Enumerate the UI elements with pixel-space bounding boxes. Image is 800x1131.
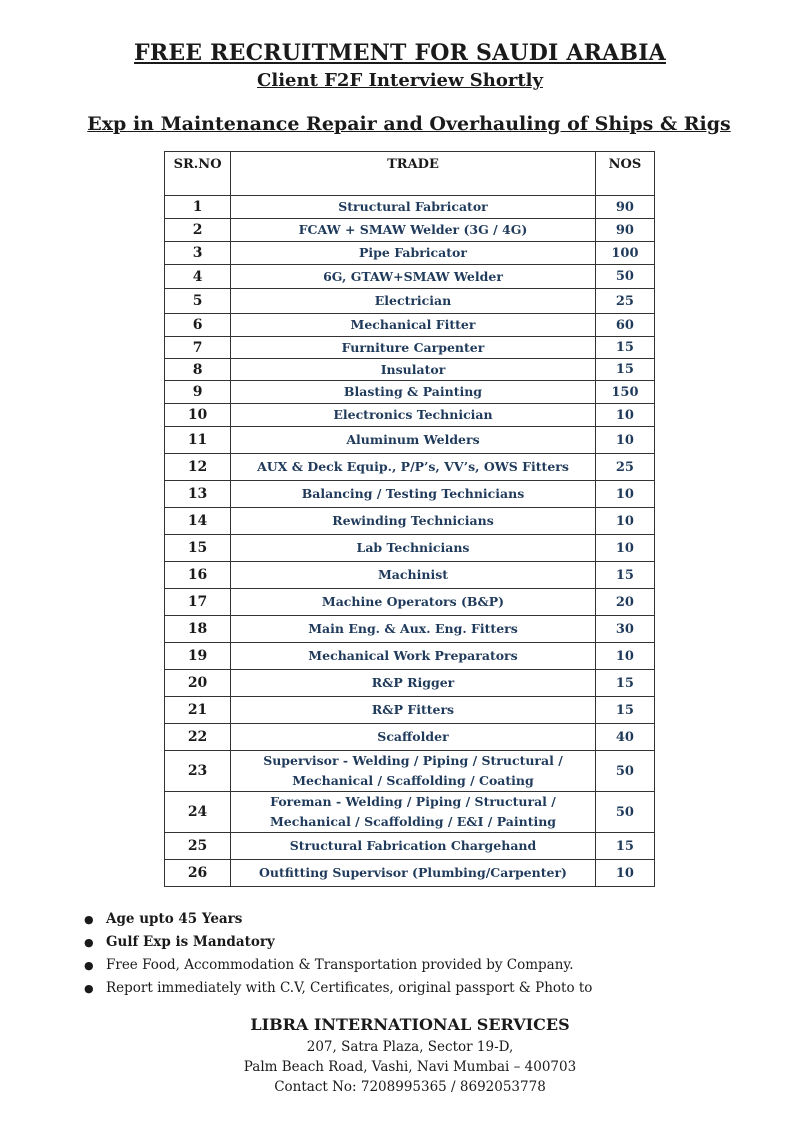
nos-cell: 15 [595,337,654,359]
sr-no-cell: 22 [165,724,231,751]
nos-cell: 10 [595,404,654,427]
table-row [165,643,655,670]
trade-cell: Aluminum Welders [231,427,596,454]
address-line: 207, Satra Plaza, Sector 19-D, [306,1039,514,1055]
nos-cell: 10 [595,427,654,454]
nos-cell: 150 [595,381,654,404]
nos-cell: 10 [595,481,654,508]
sr-no-cell: 25 [165,833,231,860]
trade-line: Mechanical / Scaffolding / E&I / Painting [269,814,557,829]
contact-numbers: Contact No: 7208995365 / 8692053778 [274,1079,546,1095]
nos-cell: 15 [595,562,654,589]
sr-no-cell: 13 [165,481,231,508]
requirements-list [84,908,592,1000]
table-row [165,481,655,508]
trade-cell: R&P Rigger [231,670,596,697]
trade-cell: Electronics Technician [231,404,596,427]
table-row [165,265,655,289]
bullet-icon: ● [84,959,94,972]
sr-no-cell: 9 [165,381,231,404]
trade-cell: R&P Fitters [231,697,596,724]
nos-cell: 10 [595,643,654,670]
sr-no-cell: 21 [165,697,231,724]
sr-no-cell: 20 [165,670,231,697]
nos-cell: 60 [595,314,654,337]
trade-cell: Lab Technicians [231,535,596,562]
nos-cell: 40 [595,724,654,751]
table-row [165,751,655,792]
sr-no-cell: 15 [165,535,231,562]
nos-cell: 15 [595,697,654,724]
header-sr-no: SR.NO [165,152,231,196]
trade-cell [231,751,596,792]
table-row [165,562,655,589]
nos-cell: 20 [595,589,654,616]
sr-no-cell: 17 [165,589,231,616]
page-title: FREE RECRUITMENT FOR SAUDI ARABIA [134,40,666,66]
nos-cell: 15 [595,833,654,860]
list-item [84,977,592,1000]
sr-no-cell: 19 [165,643,231,670]
table-row [165,616,655,643]
table-header-row [165,152,655,196]
bullet-icon: ● [84,913,94,926]
trade-cell: Structural Fabrication Chargehand [231,833,596,860]
header-nos: NOS [595,152,654,196]
trade-cell: 6G, GTAW+SMAW Welder [231,265,596,289]
company-block [0,1015,800,1097]
trade-line: Supervisor - Welding / Piping / Structural / [263,753,563,768]
sr-no-cell: 18 [165,616,231,643]
bullet-icon: ● [84,982,94,995]
table-row [165,337,655,359]
trade-cell: Outfitting Supervisor (Plumbing/Carpenter) [231,860,596,887]
table-row [165,724,655,751]
sr-no-cell: 6 [165,314,231,337]
sr-no-cell: 1 [165,196,231,219]
trade-cell: Structural Fabricator [231,196,596,219]
trade-cell: Balancing / Testing Technicians [231,481,596,508]
trade-cell: FCAW + SMAW Welder (3G / 4G) [231,219,596,242]
nos-cell: 15 [595,670,654,697]
nos-cell: 50 [595,792,654,833]
table-row [165,833,655,860]
trade-cell: Scaffolder [231,724,596,751]
trade-cell: Mechanical Work Preparators [231,643,596,670]
table-row [165,242,655,265]
sr-no-cell: 7 [165,337,231,359]
table-row [165,535,655,562]
trade-cell: Mechanical Fitter [231,314,596,337]
table-row [165,454,655,481]
table-row [165,359,655,381]
sr-no-cell: 4 [165,265,231,289]
trade-cell: Rewinding Technicians [231,508,596,535]
address-line: Palm Beach Road, Vashi, Navi Mumbai – 400703 [243,1059,577,1075]
nos-cell: 25 [595,454,654,481]
note-text: Free Food, Accommodation & Transportation provided by Company. [106,957,574,973]
trade-cell: Machine Operators (B&P) [231,589,596,616]
table-row [165,196,655,219]
trades-table [164,151,655,887]
note-text: Age upto 45 Years [106,911,243,927]
sr-no-cell: 3 [165,242,231,265]
trade-cell: Furniture Carpenter [231,337,596,359]
trade-cell: Machinist [231,562,596,589]
trade-cell [231,792,596,833]
page-subtitle: Client F2F Interview Shortly [257,70,543,91]
list-item [84,954,592,977]
sr-no-cell: 5 [165,289,231,314]
nos-cell: 10 [595,508,654,535]
sr-no-cell: 10 [165,404,231,427]
company-name: LIBRA INTERNATIONAL SERVICES [250,1015,570,1034]
nos-cell: 30 [595,616,654,643]
nos-cell: 10 [595,535,654,562]
trade-line: Foreman - Welding / Piping / Structural / [270,794,556,809]
trade-cell: Main Eng. & Aux. Eng. Fitters [231,616,596,643]
sr-no-cell: 26 [165,860,231,887]
sr-no-cell: 11 [165,427,231,454]
table-row [165,860,655,887]
table-row [165,427,655,454]
nos-cell: 100 [595,242,654,265]
section-heading: Exp in Maintenance Repair and Overhauling of Ships & Rigs [87,113,731,135]
sr-no-cell: 2 [165,219,231,242]
sr-no-cell: 14 [165,508,231,535]
nos-cell: 50 [595,751,654,792]
trade-cell: Insulator [231,359,596,381]
table-row [165,289,655,314]
table-row [165,670,655,697]
trade-cell: AUX & Deck Equip., P/P’s, VV’s, OWS Fitters [231,454,596,481]
sr-no-cell: 24 [165,792,231,833]
table-row [165,508,655,535]
list-item [84,931,592,954]
sr-no-cell: 8 [165,359,231,381]
table-row [165,589,655,616]
table-row [165,314,655,337]
note-text: Gulf Exp is Mandatory [106,934,275,950]
header-trade: TRADE [231,152,596,196]
table-row [165,404,655,427]
nos-cell: 25 [595,289,654,314]
note-text: Report immediately with C.V, Certificates, original passport & Photo to [106,980,593,996]
nos-cell: 10 [595,860,654,887]
table-row [165,381,655,404]
nos-cell: 15 [595,359,654,381]
bullet-icon: ● [84,936,94,949]
trade-cell: Electrician [231,289,596,314]
sr-no-cell: 16 [165,562,231,589]
list-item [84,908,592,931]
table-row [165,792,655,833]
nos-cell: 90 [595,196,654,219]
nos-cell: 90 [595,219,654,242]
table-row [165,219,655,242]
nos-cell: 50 [595,265,654,289]
trade-cell: Pipe Fabricator [231,242,596,265]
trade-cell: Blasting & Painting [231,381,596,404]
table-row [165,697,655,724]
trade-line: Mechanical / Scaffolding / Coating [292,773,534,788]
sr-no-cell: 12 [165,454,231,481]
sr-no-cell: 23 [165,751,231,792]
